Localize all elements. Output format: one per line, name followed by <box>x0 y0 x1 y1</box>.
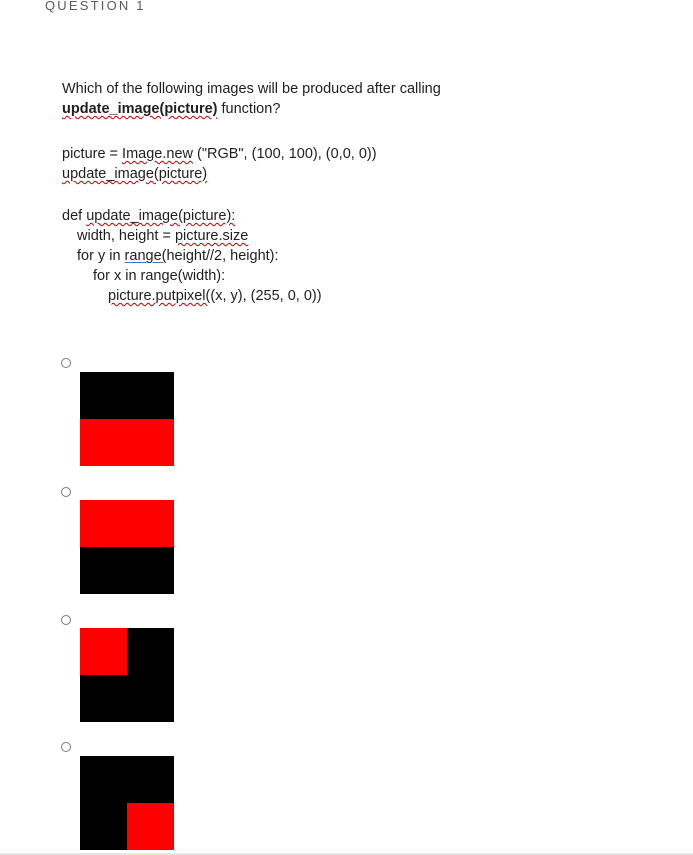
code-line-for-y: for y in range(height//2, height): <box>77 248 279 264</box>
code-line-for-x: for x in range(width): <box>93 268 226 284</box>
option-c <box>61 615 71 625</box>
code-line-update-call: update_image(picture) <box>62 166 208 182</box>
option-d-radio[interactable] <box>61 742 71 752</box>
function-code <box>62 206 662 306</box>
question-prompt <box>62 79 662 119</box>
option-b-bottom-half <box>80 547 174 594</box>
option-a-radio[interactable] <box>61 358 71 368</box>
question-title: QUESTION 1 <box>45 0 146 13</box>
option-c-radio[interactable] <box>61 615 71 625</box>
setup-code <box>62 144 662 184</box>
option-c-top-left-quarter <box>80 628 127 675</box>
code-line-putpixel: picture.putpixel((x, y), (255, 0, 0)) <box>108 288 322 304</box>
function-call-name: update_image(picture) <box>62 101 218 117</box>
option-d-image <box>80 756 174 850</box>
option-a-image <box>80 372 174 466</box>
option-b-image <box>80 500 174 594</box>
prompt-line-1: Which of the following images will be produced after calling <box>62 81 441 97</box>
prompt-line-2-rest: function? <box>217 101 281 117</box>
option-b <box>61 487 71 497</box>
code-line-def: def update_image(picture): <box>62 208 236 224</box>
code-line-picture-new: picture = Image.new ("RGB", (100, 100), (0,0, 0)) <box>62 146 377 162</box>
option-b-radio[interactable] <box>61 487 71 497</box>
option-c-image <box>80 628 174 722</box>
option-b-top-half <box>80 500 174 547</box>
code-line-size: width, height = picture.size <box>77 228 249 244</box>
prompt-line-2 <box>62 99 662 119</box>
option-a <box>61 358 71 368</box>
option-d-bottom-right-quarter <box>127 803 174 850</box>
option-a-bottom-half <box>80 419 174 466</box>
option-d <box>61 742 71 752</box>
option-a-top-half <box>80 372 174 419</box>
